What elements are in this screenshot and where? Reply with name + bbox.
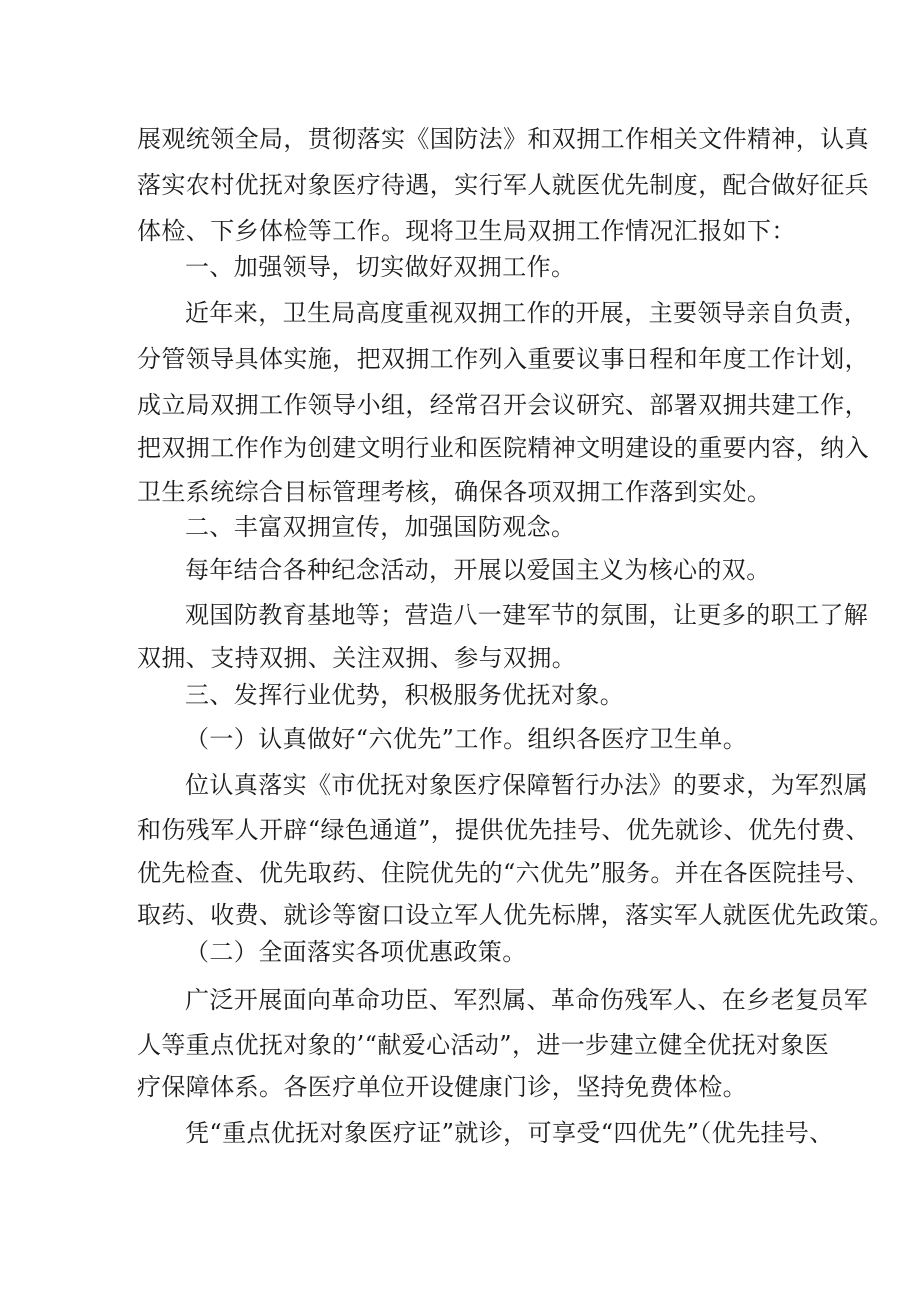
text-line: 观国防教育基地等；营造八一建军节的氛围，让更多的职工了解 [185,601,869,629]
text-line: 体检、下乡体检等工作。现将卫生局双拥工作情况汇报如下： [137,217,796,245]
section-heading-1: 一、加强领导，切实做好双拥工作。 [185,253,576,281]
text-line: 展观统领全局，贯彻落实《国防法》和双拥工作相关文件精神，认真 [137,125,869,153]
text-line: 每年结合各种纪念活动，开展以爱国主义为核心的双。 [185,556,771,584]
text-line: 取药、收费、就诊等窗口设立军人优先标牌，落实军人就医优先政策。 [137,901,894,929]
text-line: 落实农村优抚对象医疗待遇，实行军人就医优先制度，配合做好征兵 [137,171,869,199]
text-line: 卫生系统综合目标管理考核，确保各项双拥工作落到实处。 [137,478,772,506]
subsection-heading-2: （二）全面落实各项优惠政策。 [185,938,527,966]
text-line: 疗保障体系。各医疗单位开设健康门诊，坚持免费体检。 [137,1073,747,1101]
text-line: 成立局双拥工作领导小组，经常召开会议研究、部署双拥共建工作， [137,391,869,419]
subsection-heading-1: （一）认真做好“六优先”工作。组织各医疗卫生单。 [185,725,748,753]
text-line: 人等重点优抚对象的’“献爱心活动”，进一步建立健全优抚对象医 [137,1031,830,1059]
text-line: 近年来，卫生局高度重视双拥工作的开展，主要领导亲自负责， [185,299,869,327]
text-line: 和伤残军人开辟“绿色通道”，提供优先挂号、优先就诊、优先付费、 [137,816,870,844]
section-heading-2: 二、丰富双拥宣传，加强国防观念。 [185,513,576,541]
text-line: 双拥、支持双拥、关注双拥、参与双拥。 [137,644,577,672]
section-heading-3: 三、发挥行业优势，积极服务优抚对象。 [185,681,625,709]
text-line: 凭“重点优抚对象医疗证”就诊，可享受“四优先”（优先挂号、 [185,1119,834,1147]
text-line: 广泛开展面向革命功臣、军烈属、革命伤残军人、在乡老复员军 [185,986,869,1014]
text-line: 把双拥工作作为创建文明行业和医院精神文明建设的重要内容，纳入 [137,434,869,462]
text-line: 位认真落实《市优抚对象医疗保障暂行办法》的要求，为军烈属 [185,771,869,799]
text-line: 优先检查、优先取药、住院优先的“六优先”服务。并在各医院挂号、 [137,859,870,887]
text-line: 分管领导具体实施，把双拥工作列入重要议事日程和年度工作计划， [137,345,869,373]
